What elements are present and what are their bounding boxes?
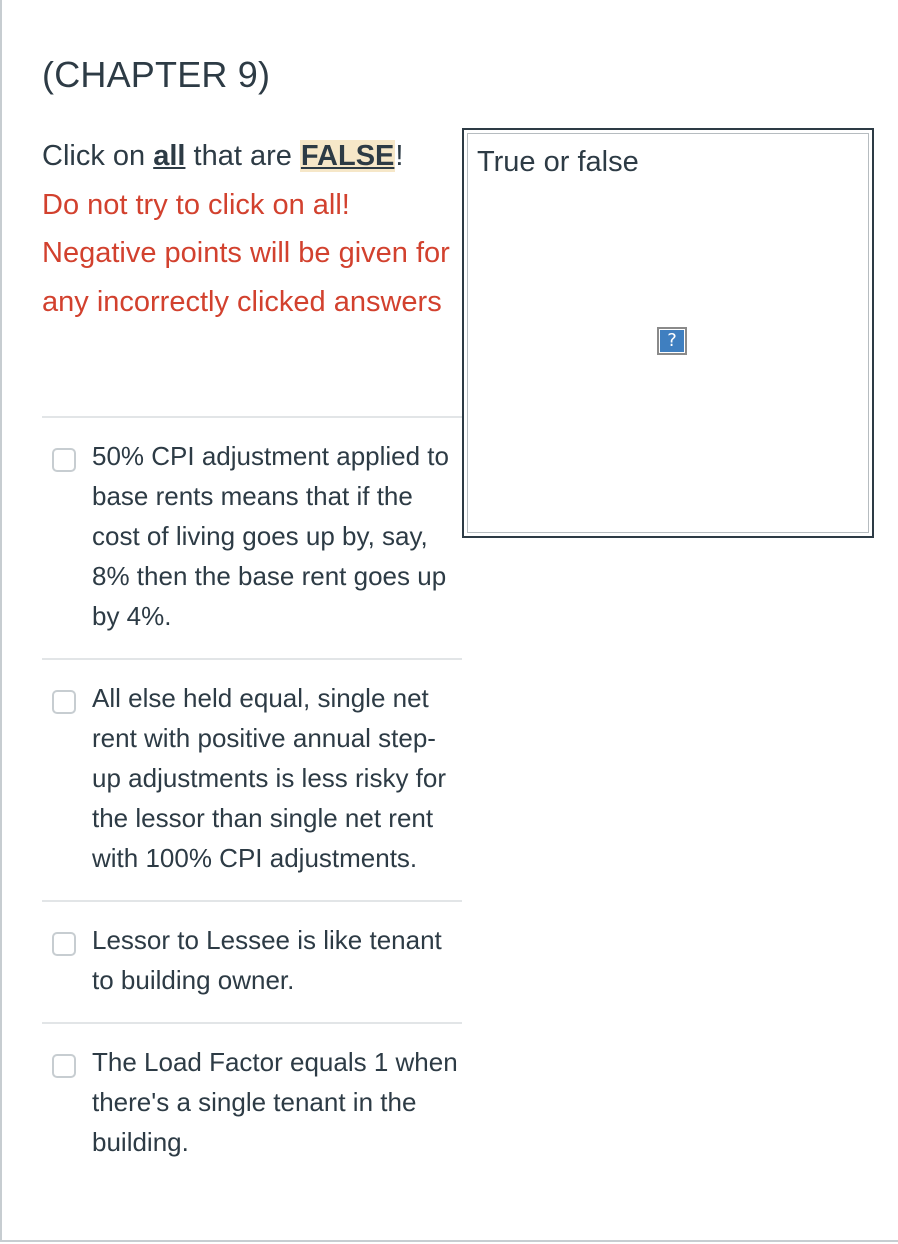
answer-checkbox[interactable] [52, 1054, 76, 1078]
answer-option-2[interactable] [42, 658, 462, 900]
instruction-prefix: Click on [42, 140, 154, 172]
question-instructions [42, 132, 452, 326]
answer-label[interactable]: 50% CPI adjustment applied to base rents means that if the cost of living goes up by, say, 8% then the base rent goes up by 4%. [92, 441, 449, 631]
warning-line-2: Negative points will be given for any incorrectly clicked answers [42, 237, 450, 318]
answer-list [42, 416, 462, 1184]
instruction-line [42, 132, 452, 181]
answer-option-1[interactable] [42, 416, 462, 658]
answer-checkbox[interactable] [52, 448, 76, 472]
question-image [462, 128, 874, 538]
image-alt-text: True or false [477, 146, 639, 178]
answer-option-4[interactable] [42, 1022, 462, 1184]
question-title: (CHAPTER 9) [42, 54, 271, 95]
instruction-all-word: all [153, 140, 186, 172]
warning-line-1: Do not try to click on all! [42, 188, 350, 221]
broken-image-icon: ? [657, 327, 687, 355]
answer-label[interactable]: Lessor to Lessee is like tenant to building owner. [92, 925, 442, 995]
answer-option-3[interactable] [42, 900, 462, 1022]
instruction-suffix: ! [395, 140, 404, 172]
instruction-false-word: FALSE [300, 140, 395, 172]
answer-label[interactable]: The Load Factor equals 1 when there's a single tenant in the building. [92, 1047, 458, 1157]
answer-label[interactable]: All else held equal, single net rent with positive annual step-up adjustments is less risky for the lessor than single net rent with 100% CPI adjustments. [92, 683, 447, 873]
answer-checkbox[interactable] [52, 690, 76, 714]
instruction-middle: that are [185, 140, 300, 172]
image-placeholder [467, 133, 869, 533]
answer-checkbox[interactable] [52, 932, 76, 956]
